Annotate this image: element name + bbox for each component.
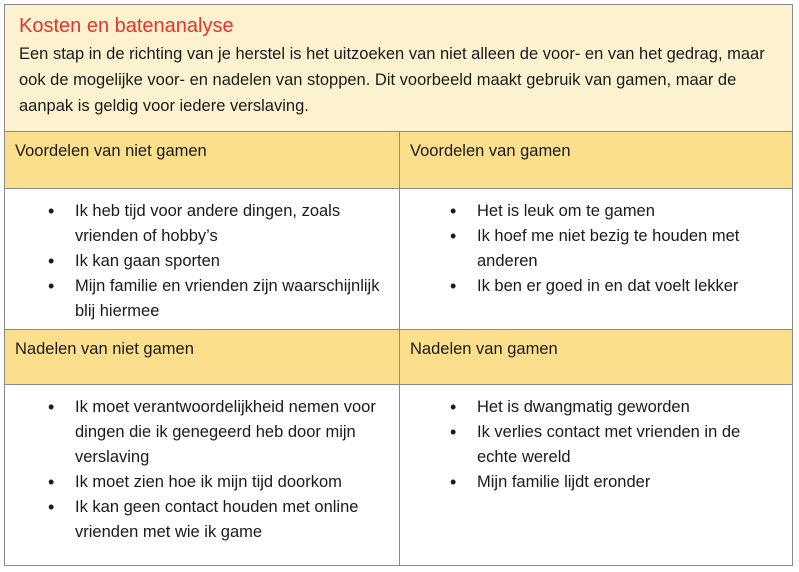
list-item: • Ik verlies contact met vrienden in de echte wereld bbox=[477, 420, 778, 470]
heading-cons-gaming bbox=[399, 329, 793, 385]
list-cons-not-gaming bbox=[4, 384, 400, 566]
heading-cons-not-gaming bbox=[4, 329, 400, 385]
list-cons-gaming bbox=[399, 384, 793, 566]
list-item: • Ik moet zien hoe ik mijn tijd doorkom bbox=[75, 470, 385, 495]
list-item: • Ik hoef me niet bezig te houden met anderen bbox=[477, 224, 778, 274]
heading-pros-gaming bbox=[399, 131, 793, 189]
list-item: • Ik ben er goed in en dat voelt lekker bbox=[477, 274, 778, 299]
list-item: • Ik kan gaan sporten bbox=[75, 249, 393, 274]
heading-cons-not-gaming-label: Nadelen van niet gamen bbox=[15, 340, 194, 358]
list-item: • Ik kan geen contact houden met online vrienden met wie ik game bbox=[75, 495, 385, 545]
page-title: Kosten en batenanalyse bbox=[19, 15, 234, 37]
intro-panel bbox=[4, 4, 793, 132]
heading-pros-not-gaming bbox=[4, 131, 400, 189]
heading-cons-gaming-label: Nadelen van gamen bbox=[410, 340, 558, 358]
list-item: • Ik heb tijd voor andere dingen, zoals vrienden of hobby’s bbox=[75, 199, 393, 249]
list-item: • Ik moet verantwoordelijkheid nemen voor dingen die ik genegeerd heb door mijn verslaving bbox=[75, 395, 385, 470]
list-pros-not-gaming bbox=[4, 188, 400, 330]
list-item: • Het is leuk om te gamen bbox=[477, 199, 778, 224]
list-item: • Mijn familie lijdt eronder bbox=[477, 470, 778, 495]
list-pros-gaming bbox=[399, 188, 793, 330]
intro-text: Een stap in de richting van je herstel is het uitzoeken van niet alleen de voor- en van het gedrag, maar ook de mogelijke voor- en nadelen van stoppen. Dit voorbeeld maakt gebruik van gamen, maar de aanpak is geldig voor iedere verslaving. bbox=[19, 45, 765, 115]
list-item: • Mijn familie en vrienden zijn waarschijnlijk blij hiermee bbox=[75, 274, 393, 324]
heading-pros-not-gaming-label: Voordelen van niet gamen bbox=[15, 142, 207, 160]
list-item: • Het is dwangmatig geworden bbox=[477, 395, 778, 420]
heading-pros-gaming-label: Voordelen van gamen bbox=[410, 142, 571, 160]
